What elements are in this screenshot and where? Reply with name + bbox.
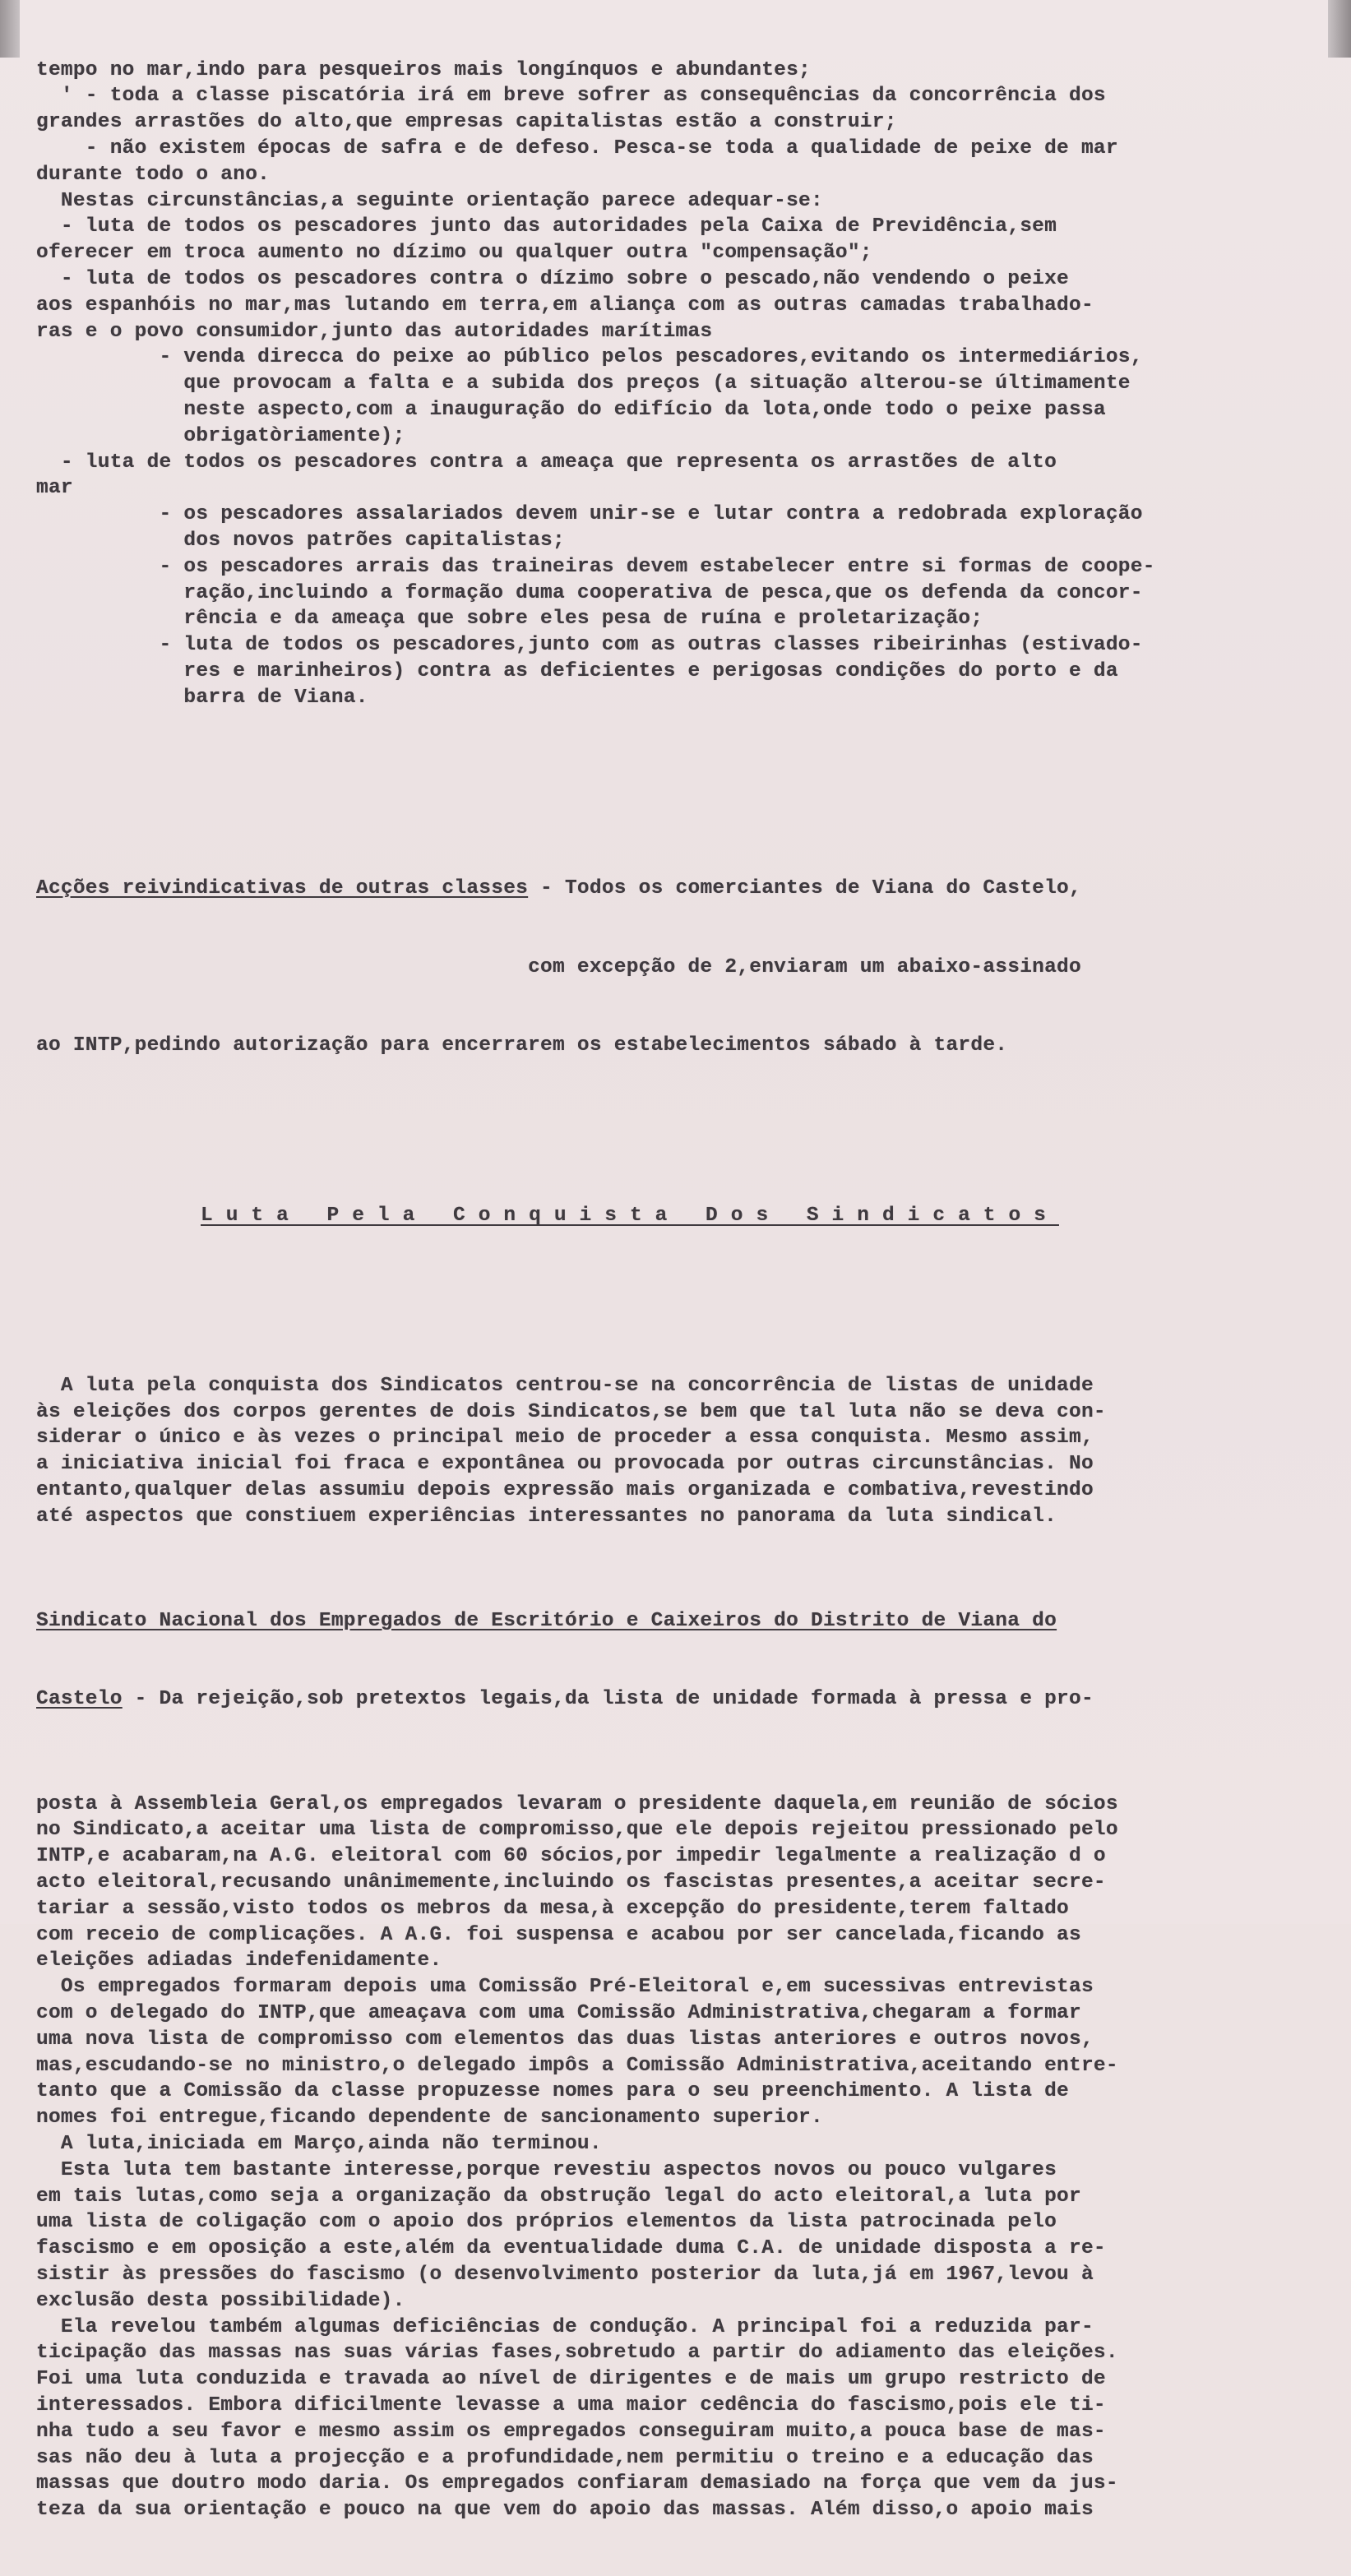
page-body [36, 5, 1302, 2576]
text-line: no Sindicato,a aceitar uma lista de compromisso,que ele depois rejeitou pressionado pelo [36, 1819, 1118, 1842]
text-line: a iniciativa inicial foi fraca e expontânea ou provocada por outras circunstâncias. No [36, 1453, 1094, 1476]
accoes-title: Acções reivindicativas de outras classes [36, 877, 529, 900]
text-line: Nestas circunstâncias,a seguinte orientação parece adequar-se: [36, 189, 823, 212]
text-line: aos espanhóis no mar,mas lutando em terra,em aliança com as outras camadas trabalhado- [36, 294, 1094, 317]
text-line: ração,incluindo a formação duma cooperativa de pesca,que os defenda da concor- [36, 581, 1143, 604]
text-line: tanto que a Comissão da classe propuzesse nomes para o seu preenchimento. A lista de [36, 2080, 1070, 2103]
text-line: massas que doutro modo daria. Os empregados confiaram demasiado na força que vem da jus- [36, 2472, 1118, 2495]
text-line: rência e da ameaça que sobre eles pesa de ruína e proletarização; [36, 608, 983, 631]
text-line: Foi uma luta conduzida e travada ao nível de dirigentes e de mais um grupo restricto de [36, 2368, 1106, 2391]
text-line: obrigatòriamente); [36, 424, 405, 447]
sindicato-text: - Da rejeição,sob pretextos legais,da lista de unidade formada à pressa e pro- [122, 1688, 1094, 1711]
text-line: ticipação das massas nas suas várias fases,sobretudo a partir do adiamento das eleições. [36, 2342, 1118, 2365]
text-line: Os empregados formaram depois uma Comissão Pré-Eleitoral e,em sucessivas entrevistas [36, 1976, 1094, 1999]
text-line: eleições adiadas indefenidamente. [36, 1949, 442, 1972]
text-line: Ela revelou também algumas deficiências de condução. A principal foi a reduzida par- [36, 2315, 1094, 2338]
text-line: res e marinheiros) contra as deficientes e perigosas condições do porto e da [36, 659, 1118, 682]
text-line: neste aspecto,com a inauguração do edifício da lota,onde todo o peixe passa [36, 398, 1106, 421]
text-line: nha tudo a seu favor e mesmo assim os empregados conseguiram muito,a pouca base de mas- [36, 2420, 1106, 2443]
text-line: uma nova lista de compromisso com elementos das duas listas anteriores e outros novos, [36, 2028, 1094, 2051]
text-line: Esta luta tem bastante interesse,porque revestiu aspectos novos ou pouco vulgares [36, 2158, 1057, 2181]
accoes-line-3: ao INTP,pedindo autorização para encerrarem os estabelecimentos sábado à tarde. [36, 1034, 1008, 1057]
text-line: interessados. Embora dificilmente levasse a uma maior cedência do fascismo,pois ele ti- [36, 2393, 1106, 2416]
sindicato-line-2 [36, 1686, 1302, 1713]
text-line: grandes arrastões do alto,que empresas capitalistas estão a construir; [36, 111, 897, 134]
text-line: com receio de complicações. A A.G. foi suspensa e acabou por ser cancelada,ficando as [36, 1923, 1081, 1946]
text-line: - os pescadores arrais das traineiras devem estabelecer entre si formas de coope- [36, 555, 1155, 578]
text-line: INTP,e acabaram,na A.G. eleitoral com 60 sócios,por impedir legalmente a realização d o [36, 1845, 1106, 1868]
accoes-line-1 [36, 876, 1302, 902]
text-line: ras e o povo consumidor,junto das autoridades marítimas [36, 320, 713, 343]
text-line: mar [36, 477, 73, 500]
text-line: ' - toda a classe piscatória irá em breve sofrer as consequências da concorrência dos [36, 85, 1106, 108]
sindicato-title-line-2: Castelo [36, 1688, 123, 1711]
accoes-line-2: com excepção de 2,enviaram um abaixo-assinado [36, 955, 1081, 978]
text-line: até aspectos que constiuem experiências interessantes no panorama da luta sindical. [36, 1505, 1057, 1528]
text-line: - luta de todos os pescadores,junto com as outras classes ribeirinhas (estivado- [36, 634, 1143, 657]
section-heading: Luta Pela Conquista Dos Sindicatos [201, 1204, 1059, 1227]
text-line: com o delegado do INTP,que ameaçava com uma Comissão Administrativa,chegaram a formar [36, 2001, 1081, 2024]
sindicato-title-line-1: Sindicato Nacional dos Empregados de Escritório e Caixeiros do Distrito de Viana do [36, 1610, 1057, 1633]
text-line: - luta de todos os pescadores contra o dízimo sobre o pescado,não vendendo o peixe [36, 267, 1070, 290]
text-line: posta à Assembleia Geral,os empregados levaram o presidente daquela,em reunião de sócios [36, 1792, 1118, 1815]
text-line: entanto,qualquer delas assumiu depois expressão mais organizada e combativa,revestindo [36, 1479, 1094, 1502]
section-syndicates-intro [36, 1373, 1302, 1530]
accoes-text: - Todos os comerciantes de Viana do Castelo, [528, 877, 1081, 900]
text-line: - luta de todos os pescadores contra a ameaça que representa os arrastões de alto [36, 451, 1057, 474]
text-line: - não existem épocas de safra e de defeso. Pesca-se toda a qualidade de peixe de mar [36, 136, 1118, 160]
text-line: tempo no mar,indo para pesqueiros mais longínquos e abundantes; [36, 58, 812, 81]
text-line: oferecer em troca aumento no dízimo ou qualquer outra "compensação"; [36, 242, 872, 265]
text-line: - venda direcca do peixe ao público pelos pescadores,evitando os intermediários, [36, 346, 1143, 369]
text-line: teza da sua orientação e pouco na que vem do apoio das massas. Além disso,o apoio mais [36, 2499, 1094, 2522]
scan-edge-left [0, 0, 20, 58]
text-line: nomes foi entregue,ficando dependente de sancionamento superior. [36, 2107, 823, 2130]
text-line: durante todo o ano. [36, 163, 271, 186]
text-line: sistir às pressões do fascismo (o desenvolvimento posterior da luta,já em 1967,levou à [36, 2263, 1094, 2286]
text-line: exclusão desta possibilidade). [36, 2289, 405, 2312]
text-line: que provocam a falta e a subida dos preços (a situação alterou-se últimamente [36, 372, 1131, 395]
text-line: fascismo e em oposição a este,além da eventualidade duma C.A. de unidade disposta a re- [36, 2237, 1106, 2260]
text-line: tariar a sessão,visto todos os mebros da mesa,à excepção do presidente,terem faltado [36, 1897, 1070, 1920]
text-line: A luta pela conquista dos Sindicatos centrou-se na concorrência de listas de unidade [36, 1374, 1094, 1397]
text-line: - luta de todos os pescadores junto das autoridades pela Caixa de Previdência,sem [36, 215, 1057, 238]
text-line: acto eleitoral,recusando unânimemente,incluindo os fascistas presentes,a aceitar secre- [36, 1871, 1106, 1894]
text-line: em tais lutas,como seja a organização da obstrução legal do acto eleitoral,a luta por [36, 2185, 1081, 2208]
text-line: sas não deu à luta a projecção e a profundidade,nem permitiu o treino e a educação das [36, 2446, 1094, 2469]
text-line: - os pescadores assalariados devem unir-se e lutar contra a redobrada exploração [36, 503, 1143, 526]
section-fishermen-orientation [36, 58, 1302, 711]
text-line: mas,escudando-se no ministro,o delegado impôs a Comissão Administrativa,aceitando entre- [36, 2054, 1118, 2077]
scan-edge-right [1328, 0, 1351, 58]
text-line: siderar o único e às vezes o principal meio de proceder a essa conquista. Mesmo assim, [36, 1427, 1094, 1450]
text-line: às eleições dos corpos gerentes de dois Sindicatos,se bem que tal luta não se deva con- [36, 1400, 1106, 1423]
text-line: barra de Viana. [36, 686, 368, 709]
text-line: dos novos patrões capitalistas; [36, 529, 565, 552]
section-syndicate-struggle [36, 1792, 1302, 2523]
text-line: A luta,iniciada em Março,ainda não terminou. [36, 2132, 602, 2155]
text-line: uma lista de coligação com o apoio dos próprios elementos da lista patrocinada pelo [36, 2211, 1057, 2234]
